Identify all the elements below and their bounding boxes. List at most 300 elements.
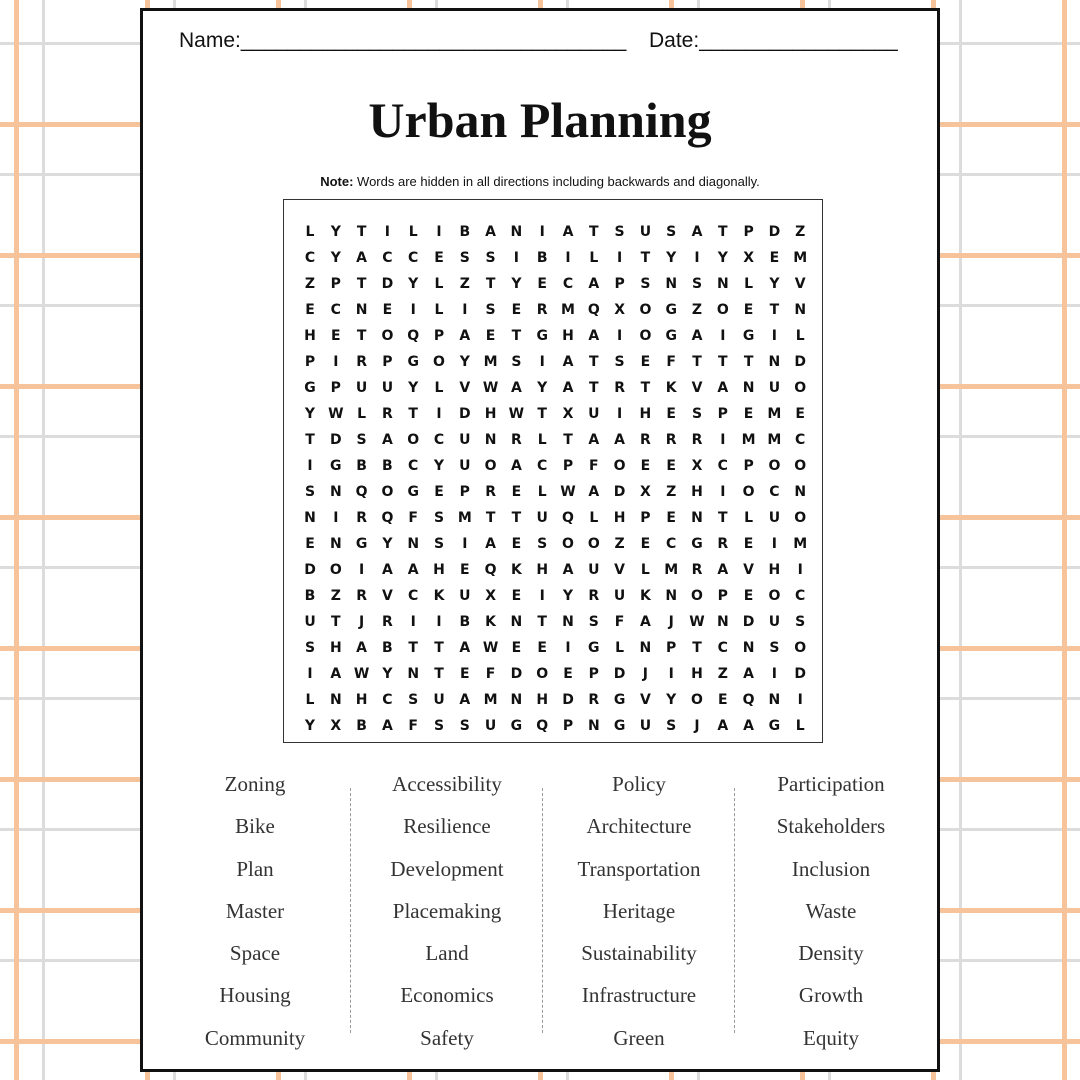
grid-letter: N [407, 536, 420, 552]
grid-letter: C [769, 484, 780, 500]
grid-letter: Q [484, 562, 497, 578]
grid-letter: N [329, 536, 342, 552]
grid-letter: B [356, 458, 367, 474]
grid-letter: Y [408, 380, 419, 396]
grid-letter: N [716, 614, 729, 630]
grid-letter: K [433, 588, 445, 604]
grid-letter: G [407, 484, 419, 500]
grid-letter: R [665, 432, 677, 448]
grid-letter: I [720, 432, 726, 448]
grid-letter: T [408, 640, 418, 656]
grid-letter: T [511, 328, 522, 344]
grid-letter: H [691, 666, 703, 682]
grid-letter: A [510, 380, 522, 396]
grid-letter: S [459, 250, 470, 266]
grid-letter: L [408, 224, 418, 240]
grid-letter: H [639, 406, 652, 422]
grid-letter: N [355, 302, 368, 318]
grid-letter: X [330, 718, 342, 734]
grid-letter: U [639, 718, 652, 734]
grid-letter: I [436, 614, 442, 630]
grid-letter: O [329, 562, 342, 578]
grid-letter: L [537, 432, 547, 448]
grid-row [297, 716, 809, 742]
grid-letter: Y [511, 276, 522, 292]
grid-letter: E [743, 302, 754, 318]
grid-letter: M [793, 250, 808, 266]
grid-letter: W [328, 406, 344, 422]
grid-letter: X [639, 484, 651, 500]
grid-letter: T [331, 614, 341, 630]
grid-letter: I [720, 328, 726, 344]
grid-letter: I [539, 224, 545, 240]
grid-letter: I [462, 536, 468, 552]
grid-letter: W [560, 484, 576, 500]
grid-letter: S [485, 302, 496, 318]
grid-letter: S [666, 718, 677, 734]
grid-letter: N [304, 510, 316, 526]
grid-letter: A [356, 640, 368, 656]
grid-letter: T [305, 432, 315, 448]
grid-letter: A [588, 484, 600, 500]
grid-letter: U [433, 692, 445, 708]
grid-letter: C [408, 458, 419, 474]
grid-letter: S [304, 640, 316, 656]
grid-letter: E [743, 536, 754, 552]
grid-letter: Z [614, 536, 625, 552]
word-item: Safety [420, 1025, 474, 1050]
grid-letter: S [356, 432, 367, 448]
grid-letter: Y [408, 276, 419, 292]
grid-letter: D [794, 354, 806, 370]
grid-letter: A [381, 562, 393, 578]
grid-letter: I [462, 302, 468, 318]
grid-letter: E [666, 458, 676, 474]
grid-letter: J [668, 614, 674, 630]
grid-letter: G [407, 354, 419, 370]
grid-letter: P [614, 276, 625, 292]
grid-letter: O [691, 588, 703, 604]
grid-letter: Y [459, 354, 470, 370]
grid-letter: N [665, 588, 678, 604]
grid-letter: O [716, 302, 729, 318]
grid-letter: T [408, 406, 418, 422]
grid-letter: S [485, 250, 496, 266]
word-item: Development [390, 856, 504, 881]
word-item: Participation [777, 772, 885, 796]
grid-letter: F [408, 510, 418, 526]
word-item: Heritage [602, 898, 676, 923]
grid-letter: A [562, 354, 574, 370]
grid-letter: O [381, 328, 394, 344]
grid-letter: K [639, 588, 651, 604]
grid-letter: A [614, 432, 626, 448]
grid-letter: P [743, 458, 754, 474]
grid-letter: L [434, 302, 444, 318]
grid-letter: I [539, 588, 545, 604]
grid-letter: T [434, 666, 444, 682]
grid-letter: E [743, 406, 754, 422]
grid-letter: D [510, 666, 523, 682]
grid-letter: H [433, 562, 445, 578]
grid-letter: B [382, 458, 393, 474]
grid-row [297, 326, 809, 352]
word-item: Housing [219, 983, 291, 1008]
grid-letter: T [718, 224, 728, 240]
grid-letter: N [510, 224, 523, 240]
grid-letter: I [565, 250, 571, 266]
grid-letter: O [613, 458, 626, 474]
grid-letter: O [484, 458, 497, 474]
grid-row [297, 482, 809, 508]
grid-letter: I [771, 328, 777, 344]
grid-letter: Q [536, 718, 549, 734]
grid-letter: Y [382, 536, 393, 552]
grid-letter: V [614, 562, 626, 578]
grid-letter: P [433, 328, 445, 344]
word-item: Stakeholders [776, 814, 886, 839]
grid-letter: I [797, 692, 803, 708]
grid-letter: Y [562, 588, 574, 604]
grid-letter: A [407, 562, 419, 578]
letter-grid [283, 199, 823, 743]
grid-letter: O [536, 666, 549, 682]
word-item: Community [204, 1025, 306, 1050]
grid-letter: S [666, 224, 677, 240]
grid-letter: N [768, 692, 781, 708]
grid-letter: S [433, 510, 445, 526]
grid-letter: O [768, 458, 781, 474]
grid-letter: N [407, 666, 420, 682]
grid-row [297, 248, 809, 274]
grid-letter: T [356, 328, 367, 344]
grid-letter: H [536, 562, 549, 578]
grid-letter: U [588, 406, 600, 422]
grid-letter: T [434, 640, 444, 656]
grid-letter: F [666, 354, 676, 370]
grid-letter: L [434, 380, 444, 396]
grid-letter: U [459, 588, 471, 604]
grid-letter: S [691, 406, 703, 422]
grid-letter: X [562, 406, 574, 422]
grid-letter: G [510, 718, 523, 734]
word-column [543, 768, 735, 1064]
grid-letter: P [562, 458, 574, 474]
grid-letter: U [588, 562, 600, 578]
grid-letter: U [768, 380, 781, 396]
grid-letter: S [304, 484, 316, 500]
word-item: Plan [236, 856, 274, 881]
grid-letter: V [691, 380, 703, 396]
grid-letter: E [511, 484, 522, 500]
grid-letter: E [769, 250, 780, 266]
grid-letter: N [329, 692, 342, 708]
grid-letter: C [537, 458, 548, 474]
grid-letter: R [691, 432, 703, 448]
grid-letter: M [767, 406, 782, 422]
grid-letter: D [613, 484, 626, 500]
grid-letter: C [795, 588, 806, 604]
grid-letter: N [742, 640, 755, 656]
word-list [143, 768, 937, 1058]
grid-letter: P [330, 380, 341, 396]
grid-letter: S [640, 276, 651, 292]
grid-letter: G [768, 718, 781, 734]
grid-letter: S [614, 224, 625, 240]
grid-letter: A [485, 224, 497, 240]
grid-letter: Q [407, 328, 420, 344]
grid-letter: Z [666, 484, 677, 500]
grid-letter: E [331, 328, 341, 344]
worksheet-page [140, 8, 940, 1072]
grid-letter: T [589, 354, 599, 370]
grid-letter: L [357, 406, 367, 422]
grid-letter: I [771, 666, 777, 682]
word-column [735, 768, 927, 1064]
grid-letter: O [639, 302, 652, 318]
grid-letter: D [768, 224, 781, 240]
grid-letter: J [358, 614, 365, 630]
grid-letter: N [510, 692, 523, 708]
grid-letter: Q [742, 692, 755, 708]
grid-letter: J [694, 718, 700, 734]
grid-letter: E [305, 302, 315, 318]
grid-letter: M [483, 692, 498, 708]
grid-letter: E [563, 666, 573, 682]
grid-letter: R [614, 380, 625, 396]
grid-letter: E [434, 484, 444, 500]
grid-letter: T [692, 640, 702, 656]
grid-letter: T [640, 250, 651, 266]
grid-letter: N [691, 510, 703, 526]
grid-letter: P [717, 588, 728, 604]
grid-letter: M [457, 510, 472, 526]
grid-letter: L [744, 276, 754, 292]
grid-letter: Y [666, 250, 677, 266]
grid-letter: T [718, 510, 728, 526]
grid-letter: A [743, 666, 755, 682]
grid-letter: Z [330, 588, 341, 604]
grid-letter: A [717, 562, 729, 578]
grid-letter: Y [330, 224, 341, 240]
grid-letter: A [562, 562, 574, 578]
grid-letter: T [589, 224, 599, 240]
grid-letter: J [642, 666, 648, 682]
grid-letter: R [588, 692, 600, 708]
grid-letter: A [717, 718, 729, 734]
grid-row [297, 222, 809, 248]
grid-letter: C [330, 302, 341, 318]
grid-letter: F [485, 666, 496, 682]
grid-letter: F [614, 614, 625, 630]
grid-letter: N [742, 380, 755, 396]
name-field-label: Name:_________________________________ [179, 29, 627, 52]
grid-letter: A [485, 536, 497, 552]
grid-letter: T [511, 510, 522, 526]
grid-letter: G [613, 718, 626, 734]
grid-letter: E [485, 328, 496, 344]
grid-letter: H [304, 328, 316, 344]
grid-letter: E [460, 666, 470, 682]
word-item: Equity [803, 1025, 859, 1050]
grid-letter: U [613, 588, 626, 604]
grid-letter: H [613, 510, 626, 526]
grid-letter: Y [382, 666, 393, 682]
grid-letter: E [795, 406, 805, 422]
grid-letter: G [304, 380, 316, 396]
grid-letter: M [741, 432, 756, 448]
grid-letter: P [562, 718, 574, 734]
word-item: Density [798, 941, 864, 966]
grid-letter: T [537, 406, 547, 422]
grid-letter: I [307, 666, 313, 682]
grid-letter: Q [381, 510, 394, 526]
grid-letter: T [485, 276, 496, 292]
grid-letter: E [640, 536, 651, 552]
grid-letter: A [743, 718, 755, 734]
grid-letter: P [640, 510, 651, 526]
note-label: Note: [320, 174, 354, 189]
grid-letter: A [356, 250, 368, 266]
grid-letter: C [382, 692, 393, 708]
grid-letter: O [587, 536, 600, 552]
grid-letter: P [743, 224, 754, 240]
grid-letter: Y [717, 250, 728, 266]
grid-letter: L [305, 224, 315, 240]
grid-letter: W [689, 614, 705, 630]
grid-letter: E [511, 588, 522, 604]
grid-letter: Y [304, 406, 316, 422]
grid-letter: R [356, 510, 367, 526]
grid-letter: T [563, 432, 573, 448]
word-item: Sustainability [581, 941, 697, 966]
word-item: Resilience [403, 814, 491, 839]
grid-letter: U [484, 718, 497, 734]
grid-letter: L [305, 692, 315, 708]
grid-letter: R [356, 588, 367, 604]
grid-letter: A [381, 432, 393, 448]
grid-letter: U [459, 432, 471, 448]
grid-letter: S [614, 354, 625, 370]
grid-letter: M [483, 354, 498, 370]
grid-letter: E [640, 354, 651, 370]
grid-letter: I [720, 484, 726, 500]
grid-letter: G [588, 640, 600, 656]
grid-letter: O [407, 432, 420, 448]
grid-letter: Y [769, 276, 780, 292]
grid-row [297, 612, 809, 638]
grid-letter: A [459, 640, 471, 656]
grid-letter: T [640, 380, 651, 396]
grid-letter: A [459, 328, 471, 344]
grid-letter: I [384, 224, 390, 240]
grid-letter: T [743, 354, 754, 370]
grid-letter: O [794, 458, 807, 474]
grid-letter: R [511, 432, 522, 448]
grid-letter: L [589, 250, 599, 266]
grid-letter: G [330, 458, 342, 474]
grid-letter: O [794, 510, 807, 526]
grid-letter: D [329, 432, 342, 448]
grid-letter: N [510, 614, 523, 630]
grid-letter: Q [587, 302, 600, 318]
grid-letter: I [513, 250, 519, 266]
grid-letter: E [666, 510, 676, 526]
grid-letter: E [537, 276, 547, 292]
grid-letter: G [355, 536, 368, 552]
grid-letter: H [329, 640, 342, 656]
grid-letter: S [537, 536, 548, 552]
grid-letter: E [537, 640, 547, 656]
grid-letter: A [717, 380, 729, 396]
grid-letter: F [408, 718, 418, 734]
grid-letter: X [743, 250, 754, 266]
grid-letter: Z [717, 666, 728, 682]
grid-row [297, 430, 809, 456]
grid-letter: L [744, 510, 754, 526]
grid-letter: D [794, 666, 806, 682]
grid-letter: I [694, 250, 700, 266]
grid-letter: U [459, 458, 471, 474]
grid-letter: M [793, 536, 808, 552]
grid-letter: T [537, 614, 547, 630]
grid-letter: I [539, 354, 545, 370]
grid-letter: N [639, 640, 652, 656]
grid-letter: U [355, 380, 368, 396]
grid-letter: T [485, 510, 496, 526]
grid-letter: A [330, 666, 342, 682]
grid-row [297, 404, 809, 430]
grid-letter: O [433, 354, 445, 370]
grid-letter: H [355, 692, 368, 708]
grid-letter: I [436, 224, 442, 240]
grid-letter: D [742, 614, 755, 630]
grid-letter: I [333, 510, 339, 526]
grid-letter: O [742, 484, 755, 500]
grid-letter: A [588, 432, 600, 448]
grid-letter: O [691, 692, 703, 708]
grid-letter: E [511, 302, 522, 318]
grid-letter: L [434, 276, 444, 292]
grid-letter: C [304, 250, 316, 266]
grid-letter: W [508, 406, 525, 422]
grid-letter: Y [537, 380, 548, 396]
grid-letter: A [691, 224, 703, 240]
grid-letter: Y [330, 250, 341, 266]
grid-letter: R [356, 354, 367, 370]
word-item: Architecture [586, 814, 692, 839]
grid-letter: K [665, 380, 677, 396]
grid-row [297, 690, 809, 716]
grid-letter: A [381, 718, 393, 734]
grid-letter: H [562, 328, 574, 344]
date-field-label: Date:_________________ [649, 29, 898, 52]
grid-row [297, 508, 809, 534]
grid-row [297, 456, 809, 482]
grid-letter: T [356, 276, 367, 292]
grid-letter: M [767, 432, 782, 448]
grid-letter: V [794, 276, 806, 292]
grid-letter: R [382, 614, 393, 630]
grid-letter: S [588, 614, 599, 630]
grid-letter: L [537, 484, 547, 500]
word-item: Inclusion [791, 856, 871, 881]
grid-letter: Q [355, 484, 368, 500]
word-item: Transportation [577, 856, 701, 881]
word-item: Land [425, 941, 469, 966]
grid-letter: A [562, 380, 574, 396]
word-column [159, 768, 351, 1064]
